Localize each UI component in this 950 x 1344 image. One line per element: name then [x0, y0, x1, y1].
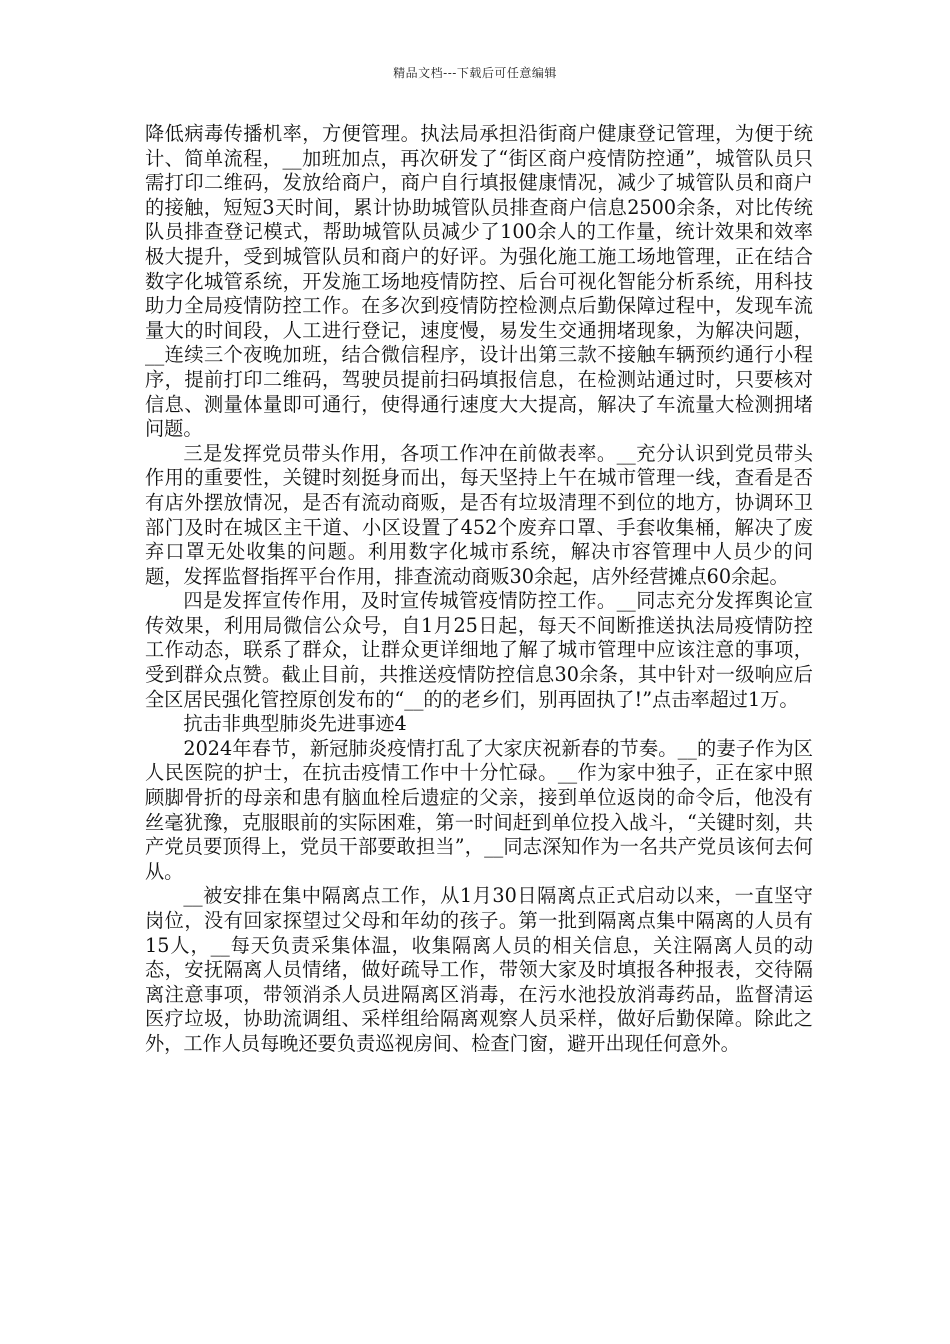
- section-heading: 抗击非典型肺炎先进事迹4: [183, 712, 407, 736]
- paragraph-isolation-point: __被安排在集中隔离点工作，从1月30日隔离点正式启动以来，一直坚守岗位，没有回家探望过父母和年幼的孩子。第一批到隔离点集中隔离的人员有15人，__每天负责采集体温，收集隔离人员的相关信息，关注隔离人员的动态，安抚隔离人员情绪，做好疏导工作，带领大家及时填报各种报表，交待隔离注意事项，带领消杀人员进隔离区消毒，在污水池投放消毒药品，监督清运医疗垃圾，协助流调组、采样组给隔离观察人员采样，做好后勤保障。除此之外，工作人员每晚还要负责巡视房间、检查门窗，避开出现任何意外。: [145, 884, 813, 1055]
- paragraph-publicity-role: 四是发挥宣传作用，及时宣传城管疫情防控工作。__同志充分发挥舆论宣传效果，利用局微信公众号，自1月25日起，每天不间断推送执法局疫情防控工作动态，联系了群众，让群众更详细地了解了城市管理中应该注意的事项，受到群众点赞。截止目前，共推送疫情防控信息30余条，其中针对一级响应后全区居民强化管控原创发布的“__的的老乡们，别再固执了!”点击率超过1万。: [145, 589, 813, 711]
- page-header: 精品文档---下载后可任意编辑: [393, 66, 557, 80]
- paragraph-continuation: 降低病毒传播机率，方便管理。执法局承担沿街商户健康登记管理，为便于统计、简单流程，__加班加点，再次研发了“街区商户疫情防控通”，城管队员只需打印二维码，发放给商户，商户自行填报健康情况，减少了城管队员和商户的接触，短短3天时间，累计协助城管队员排查商户信息2500余条，对比传统队员排查登记模式，帮助城管队员减少了100余人的工作量，统计效果和效率极大提升，受到城管队员和商户的好评。为强化施工施工场地管理，正在结合数字化城管系统，开发施工场地疫情防控、后台可视化智能分析系统，用科技助力全局疫情防控工作。在多次到疫情防控检测点后勤保障过程中，发现车流量大的时间段，人工进行登记，速度慢，易发生交通拥堵现象，为解决问题，__连续三个夜晚加班，结合微信程序，设计出第三款不接触车辆预约通行小程序，提前打印二维码，驾驶员提前扫码填报信息，在检测站通过时，只要核对信息、测量体量即可通行，使得通行速度大大提高，解决了车流量大检测拥堵问题。: [145, 122, 813, 441]
- paragraph-spring-festival: 2024年春节，新冠肺炎疫情打乱了大家庆祝新春的节奏。__的妻子作为区人民医院的护士，在抗击疫情工作中十分忙碌。__作为家中独子，正在家中照顾脚骨折的母亲和患有脑血栓后遗症的父亲，接到单位返岗的命令后，他没有丝毫犹豫，克服眼前的实际困难，第一时间赶到单位投入战斗，“关键时刻，共产党员要顶得上，党员干部要敢担当”，__同志深知作为一名共产党员该何去何从。: [145, 736, 813, 883]
- paragraph-party-member-role: 三是发挥党员带头作用，各项工作冲在前做表率。__充分认识到党员带头作用的重要性，关键时刻挺身而出，每天坚持上午在城市管理一线，查看是否有店外摆放情况，是否有流动商贩，是否有垃圾清理不到位的地方，协调环卫部门及时在城区主干道、小区设置了452个废弃口罩、手套收集桶，解决了废弃口罩无处收集的问题。利用数字化城市系统，解决市容管理中人员少的问题，发挥监督指挥平台作用，排查流动商贩30余起，店外经营摊点60余起。: [145, 441, 813, 588]
- document-body: [145, 122, 813, 1057]
